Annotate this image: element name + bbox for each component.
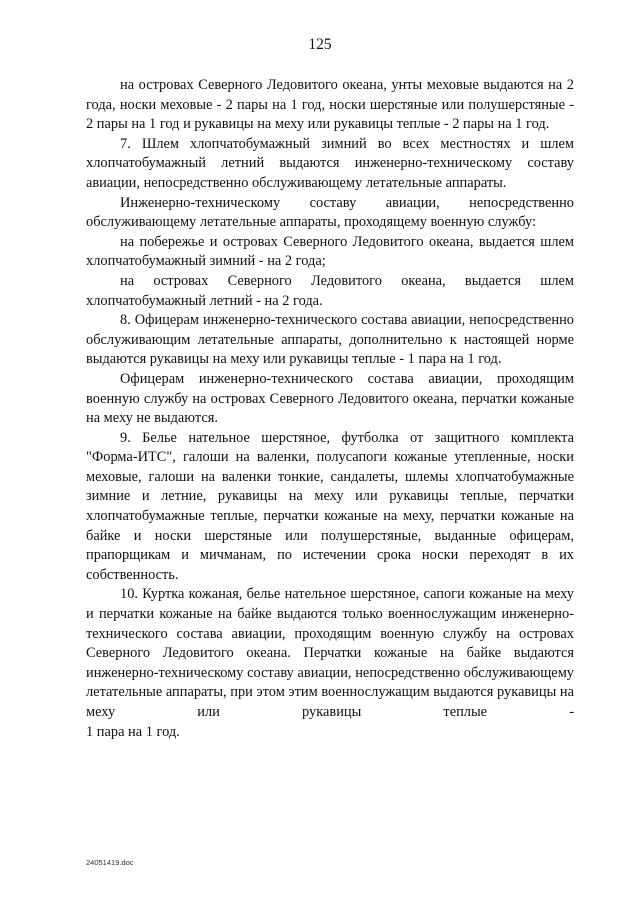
paragraph-7-islands: на островах Северного Ледовитого океана, выдается шлем хлопчатобумажный летний - на 2 года. <box>86 272 574 309</box>
paragraph-7: 7. Шлем хлопчатобумажный зимний во всех местностях и шлем хлопчатобумажный летний выдаются инженерно-техническому составу авиации, непосредственно обслуживающему летательные аппараты. <box>86 135 574 191</box>
paragraph-10: 10. Куртка кожаная, белье нательное шерстяное, сапоги кожаные на меху и перчатки кожаные на байке выдаются только военнослужащим инженерно-технического состава авиации, проходящим военную службу на островах Северного Ледовитого океана. Перчатки кожаные на байке выдаются инженерно-техническому составу авиации, непосредственно обслуживающему летательные аппараты, при этом этим военнослужащим выдаются рукавицы на меху или рукавицы теплые - <box>86 586 574 720</box>
document-body <box>86 76 574 742</box>
paragraph-8-officers: Офицерам инженерно-технического состава авиации, проходящим военную службу на островах Северного Ледовитого океана, перчатки кожаные на меху не выдаются. <box>86 370 574 427</box>
paragraph-7-coast: на побережье и островах Северного Ледовитого океана, выдается шлем хлопчатобумажный зимний - на 2 года; <box>86 233 574 270</box>
footer-document-code: 24051419.doc <box>86 858 134 867</box>
paragraph-9: 9. Белье нательное шерстяное, футболка от защитного комплекта "Форма-ИТС", галоши на валенки, полусапоги кожаные утепленные, носки меховые, галоши на валенки тонкие, сандалеты, шлемы хлопчатобумажные зимние и летние, рукавицы на меху или рукавицы теплые, перчатки хлопчатобумажные теплые, перчатки кожаные на меху, перчатки кожаные на байке и носки шерстяные или полушерстяные, выданные офицерам, прапорщикам и мичманам, по истечении срока носки переходят в их собственность. <box>86 429 574 583</box>
paragraph-10-ending: 1 пара на 1 год. <box>86 723 180 740</box>
paragraph-8: 8. Офицерам инженерно-технического состава авиации, непосредственно обслуживающим летательные аппараты, дополнительно к настоящей норме выдаются рукавицы на меху или рукавицы теплые - 1 пара на 1 год. <box>86 312 574 368</box>
paragraph-6-continuation: на островах Северного Ледовитого океана, унты меховые выдаются на 2 года, носки меховые - 2 пары на 1 год, носки шерстяные или полушерстяные - 2 пары на 1 год и рукавицы на меху или рукавицы теплые - 2 пары на 1 год. <box>86 77 574 133</box>
page-number: 125 <box>308 36 332 53</box>
paragraph-7-staff: Инженерно-техническому составу авиации, непосредственно обслуживающему летательные аппараты, проходящему военную службу: <box>86 194 574 231</box>
